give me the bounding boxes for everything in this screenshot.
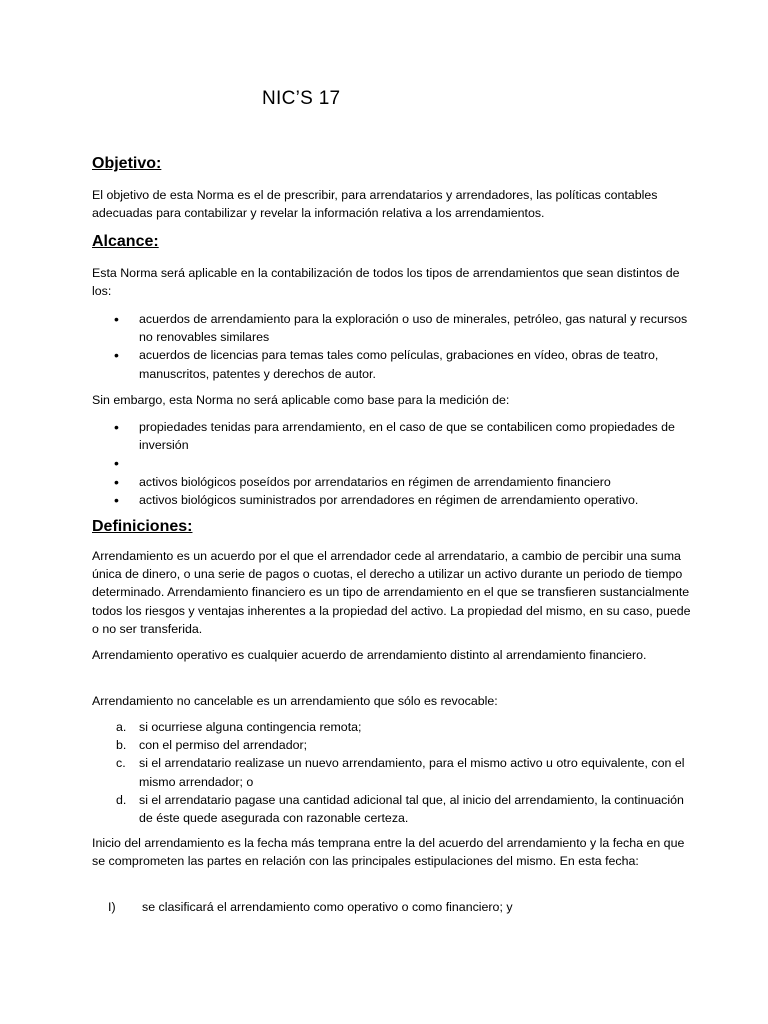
exclusions-bullet-list (92, 418, 692, 509)
alpha-list (92, 718, 692, 827)
list-marker: c. (116, 756, 126, 771)
list-item: • propiedades tenidas para arrendamiento, en el caso de que se contabilicen como propiedades de inversión (114, 419, 675, 453)
bullet-icon: • (114, 311, 119, 327)
sin-embargo-paragraph: Sin embargo, esta Norma no será aplicable como base para la medición de: (92, 393, 510, 407)
list-item: a. si ocurriese alguna contingencia remota; (92, 718, 692, 736)
bullet-icon: • (114, 455, 119, 472)
list-marker: b. (116, 738, 127, 753)
list-item: • acuerdos de arrendamiento para la exploración o uso de minerales, petróleo, gas natural y recursos no renovables similares (114, 311, 688, 345)
bullet-icon: • (114, 419, 119, 435)
definiciones-paragraph-4: Inicio del arrendamiento es la fecha más temprana entre la del acuerdo del arrendamiento y la fecha en que se comprometen las partes en relación con las principales estipulaciones del mismo. En esta fecha: (92, 836, 685, 869)
definiciones-heading: Definiciones: (92, 518, 193, 535)
list-item: b. con el permiso del arrendador; (92, 736, 692, 754)
list-item: • acuerdos de licencias para temas tales como películas, grabaciones en vídeo, obras de teatro, manuscritos, patentes y derechos de autor. (114, 347, 659, 381)
list-item (92, 454, 692, 472)
definiciones-paragraph-1: Arrendamiento es un acuerdo por el que el arrendador cede al arrendatario, a cambio de percibir una suma única de dinero, o una serie de pagos o cuotas, el derecho a utilizar un activo durante un periodo de tiempo determinado. Arrendamiento financiero es un tipo de arrendamiento en el que se transfieren sustancialmente todos los riesgos y ventajas inherentes a la propiedad del activo. La propiedad del mismo, en su caso, puede o no ser transferida. (92, 549, 691, 636)
alcance-heading: Alcance: (92, 233, 159, 250)
roman-list (92, 898, 692, 916)
list-item: I) se clasificará el arrendamiento como operativo o como financiero; y (92, 898, 692, 916)
list-item: • activos biológicos poseídos por arrendatarios en régimen de arrendamiento financiero (114, 473, 611, 490)
page-title: NIC’S 17 (262, 88, 341, 109)
list-marker: I) (108, 900, 116, 914)
alcance-bullet-list (92, 310, 692, 383)
bullet-icon: • (114, 347, 119, 364)
bullet-icon: • (114, 473, 119, 490)
bullet-icon: • (114, 491, 119, 508)
definiciones-paragraph-2: Arrendamiento operativo es cualquier acuerdo de arrendamiento distinto al arrendamiento financiero. (92, 648, 647, 662)
alcance-intro: Esta Norma será aplicable en la contabilización de todos los tipos de arrendamientos que sean distintos de los: (92, 266, 680, 299)
list-marker: d. (116, 792, 127, 807)
objetivo-heading: Objetivo: (92, 155, 162, 172)
list-marker: a. (116, 720, 127, 734)
objetivo-paragraph: El objetivo de esta Norma es el de prescribir, para arrendatarios y arrendadores, las políticas contables adecuadas para contabilizar y revelar la información relativa a los arrendamientos. (92, 188, 658, 221)
list-item: • activos biológicos suministrados por arrendadores en régimen de arrendamiento operativo. (114, 491, 639, 508)
list-item: c. si el arrendatario realizase un nuevo arrendamiento, para el mismo activo u otro equivalente, con el mismo arrendador; o (116, 756, 685, 789)
list-item: d. si el arrendatario pagase una cantidad adicional tal que, al inicio del arrendamiento, la continuación de éste quede asegurada con razonable certeza. (116, 792, 684, 826)
definiciones-paragraph-3: Arrendamiento no cancelable es un arrendamiento que sólo es revocable: (92, 694, 498, 708)
